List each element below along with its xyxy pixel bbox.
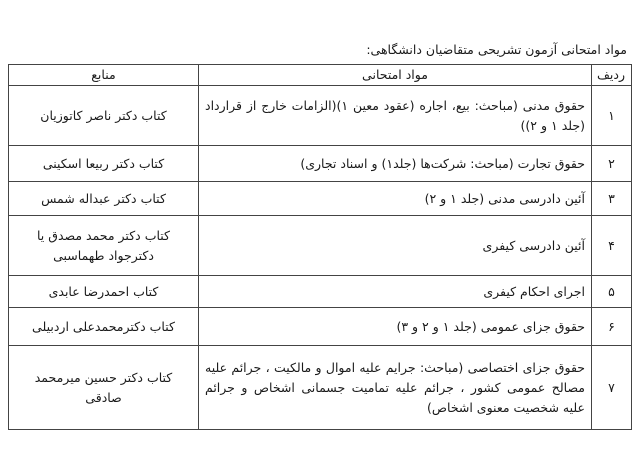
header-subject: مواد امتحانی: [199, 65, 592, 86]
table-caption: مواد امتحانی آزمون تشریحی متقاضیان دانشگاهی:: [366, 42, 627, 57]
row-source: کتاب دکتر محمد مصدق یا دکترجواد طهماسبی: [9, 216, 199, 276]
row-source: کتاب دکترمحمدعلی اردبیلی: [9, 308, 199, 346]
table-row: [9, 182, 632, 216]
row-subject: [199, 86, 592, 146]
row-subject: حقوق جزای عمومی (جلد ۱ و ۲ و ۳): [199, 308, 592, 346]
row-source: کتاب دکتر حسین میرمحمد صادقی: [9, 346, 199, 430]
table-row: [9, 276, 632, 308]
table-row: [9, 346, 632, 430]
row-number: ۵: [592, 276, 632, 308]
row-number: ۱: [592, 86, 632, 146]
table-row: [9, 86, 632, 146]
row-subject: آئین دادرسی کیفری: [199, 216, 592, 276]
row-subject-text: حقوق مدنی (مباحث: بیع، اجاره (عقود معین ۱)(الزامات خارج از قرارداد (جلد ۱ و ۲)): [205, 97, 585, 133]
row-subject: اجرای احکام کیفری: [199, 276, 592, 308]
row-subject: آئین دادرسی مدنی (جلد ۱ و ۲): [199, 182, 592, 216]
table-row: [9, 146, 632, 182]
row-source: کتاب دکتر ربیعا اسکینی: [9, 146, 199, 182]
row-number: ۷: [592, 346, 632, 430]
table-row: [9, 308, 632, 346]
table-header-row: [9, 65, 632, 86]
exam-subjects-table: [8, 64, 632, 430]
row-source: کتاب احمدرضا عابدی: [9, 276, 199, 308]
row-number: ۲: [592, 146, 632, 182]
row-subject: [199, 346, 592, 430]
row-number: ۳: [592, 182, 632, 216]
row-number: ۶: [592, 308, 632, 346]
table-row: [9, 216, 632, 276]
header-source: منابع: [9, 65, 199, 86]
row-source: کتاب دکتر عبداله شمس: [9, 182, 199, 216]
row-source: کتاب دکتر ناصر کاتوزیان: [9, 86, 199, 146]
row-subject-text: حقوق جزای اختصاصی (مباحث: جرایم علیه اموال و مالکیت ، جرائم علیه مصالح عمومی کشور ، جرائم علیه تمامیت جسمانی اشخاص و جرائم علیه شخصیت معنوی اشخاص): [205, 359, 585, 415]
header-row-number: ردیف: [592, 65, 632, 86]
row-number: ۴: [592, 216, 632, 276]
row-subject: حقوق تجارت (مباحث: شرکت‌ها (جلد۱) و اسناد تجاری): [199, 146, 592, 182]
